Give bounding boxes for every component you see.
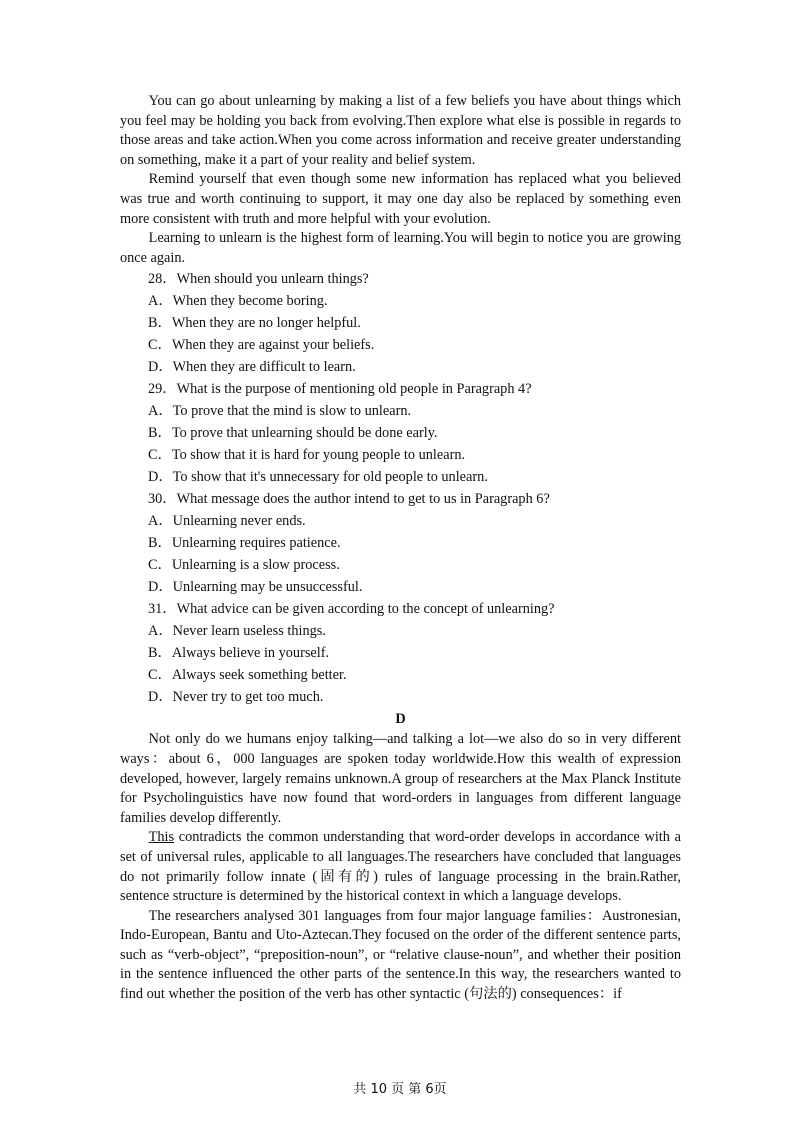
paragraph: Learning to unlearn is the highest form of learning.You will begin to notice you are growing once again. xyxy=(120,230,681,266)
section-heading: D xyxy=(395,711,406,728)
answer-option: C．To show that it is hard for young people to unlearn. xyxy=(148,447,466,464)
underlined-word: This xyxy=(148,829,175,846)
question-31 xyxy=(120,598,681,708)
paragraph: Not only do we humans enjoy talking—and talking a lot—we also do so in very different ways：about 6，000 languages are spoken today worldwide.How this wealth of expression developed, however, largely remains unknown.A group of researchers at the Max Planck Institute for Psycholinguistics have now found that word-orders in languages from different language families develop differently. xyxy=(120,731,681,826)
answer-option: C．Unlearning is a slow process. xyxy=(148,557,340,574)
answer-option: A．To prove that the mind is slow to unlearn. xyxy=(148,403,412,420)
paragraph: You can go about unlearning by making a list of a few beliefs you have about things which you feel may be holding you back from evolving.Then explore what else is possible in regards to those areas and take action.When you come across information and receive greater understanding on something, make it a part of your reality and belief system. xyxy=(120,93,681,168)
answer-option: B．Always believe in yourself. xyxy=(148,645,330,662)
answer-option: B．To prove that unlearning should be done early. xyxy=(148,425,438,442)
answer-option: D．Unlearning may be unsuccessful. xyxy=(148,579,363,596)
answer-option: A．When they become boring. xyxy=(148,293,328,310)
answer-option: B．When they are no longer helpful. xyxy=(148,315,361,332)
question-stem: 29．What is the purpose of mentioning old people in Paragraph 4? xyxy=(148,381,532,398)
page-footer: 共 10 页 第 6页 xyxy=(353,1082,447,1097)
answer-option: D．When they are difficult to learn. xyxy=(148,359,356,376)
answer-option: C．When they are against your beliefs. xyxy=(148,337,375,354)
question-30 xyxy=(120,488,681,598)
question-stem: 31．What advice can be given according to the concept of unlearning? xyxy=(148,601,555,618)
answer-option: D．To show that it's unnecessary for old people to unlearn. xyxy=(148,469,488,486)
question-stem: 30．What message does the author intend to get to us in Paragraph 6? xyxy=(148,491,550,508)
paragraph-text: contradicts the common understanding that word-order develops in accordance with a set of universal rules, applicable to all languages.The researchers have concluded that languages do not primarily follow innate (固有的) rules of language processing in the brain.Rather, sentence structure is determined by the historical context in which a language develops. xyxy=(120,829,681,905)
answer-option: A．Unlearning never ends. xyxy=(148,513,306,530)
question-29 xyxy=(120,378,681,488)
paragraph xyxy=(120,828,681,906)
answer-option: B．Unlearning requires patience. xyxy=(148,535,341,552)
answer-option: D．Never try to get too much. xyxy=(148,689,324,706)
answer-option: A．Never learn useless things. xyxy=(148,623,326,640)
answer-option: C．Always seek something better. xyxy=(148,667,347,684)
paragraph: Remind yourself that even though some new information has replaced what you believed was true and worth continuing to support, it may one day also be replaced by something even more consistent with truth and more helpful with your evolution. xyxy=(120,171,681,227)
question-stem: 28．When should you unlearn things? xyxy=(148,271,369,288)
paragraph: The researchers analysed 301 languages from four major language families：Austronesian, Indo-European, Bantu and Uto-Aztecan.They focused on the order of the different sentence parts, such as “verb-object”, “preposition-noun”, or “relative clause-noun”, and whether their position in the sentence influenced the other parts of the sentence.In this way, the researchers wanted to find out whether the position of the verb has other syntactic (句法的) consequences：if xyxy=(120,907,681,1003)
question-28 xyxy=(120,268,681,378)
document-page xyxy=(120,92,681,1005)
